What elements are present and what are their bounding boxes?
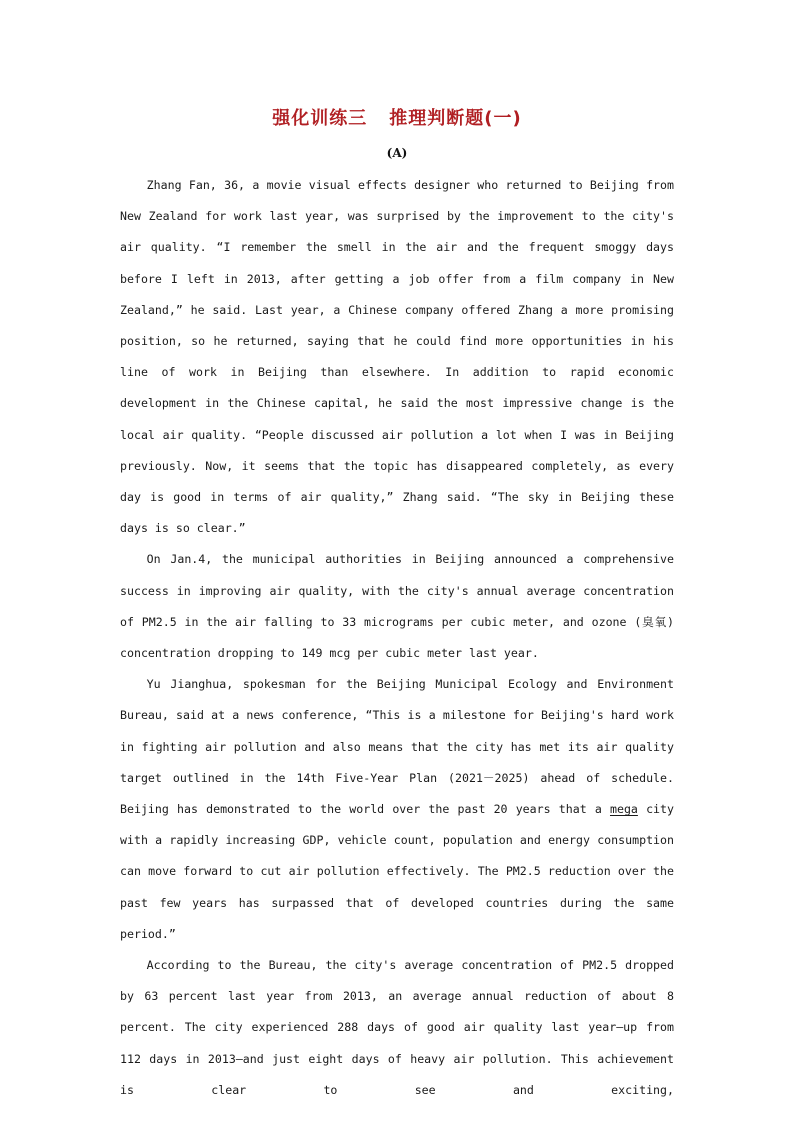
paragraph-1: Zhang Fan, 36, a movie visual effects designer who returned to Beijing from New Zealand for work last year, was surprised by the improvement to the city's air quality. “I remember the smell in the air and the frequent smoggy days before I left in 2013, after getting a job offer from a film company in New Zealand,” he said. Last year, a Chinese company offered Zhang a more promising position, so he returned, saying that he could find more opportunities in his line of work in Beijing than elsewhere. In addition to rapid economic development in the Chinese capital, he said the most impressive change is the local air quality. “People discussed air pollution a lot when I was in Beijing previously. Now, it seems that the topic has disappeared completely, as every day is good in terms of air quality,” Zhang said. “The sky in Beijing these days is so clear.” — [120, 178, 674, 536]
title-part-1: 强化训练三 — [272, 108, 368, 129]
paragraph-3-text-b: city with a rapidly increasing GDP, vehicle count, population and energy consumption can move forward to cut air pollution effectively. The PM2.5 reduction over the past few years has surpassed that of developed countries during the same period.” — [120, 802, 674, 941]
underlined-word: mega — [609, 802, 638, 817]
paragraph-2: On Jan.4, the municipal authorities in Beijing announced a comprehensive success in improving air quality, with the city's annual average concentration of PM2.5 in the air falling to 33 micrograms per cubic meter, and ozone (臭氧) concentration dropping to 149 mcg per cubic meter last year. — [120, 552, 674, 661]
page-title — [0, 104, 794, 130]
paragraph-3-text-a: Yu Jianghua, spokesman for the Beijing Municipal Ecology and Environment Bureau, said at a news conference, “This is a milestone for Beijing's hard work in fighting air pollution and also means that the city has met its air quality target outlined in the 14th Five-Year Plan (2021－2025) ahead of schedule. Beijing has demonstrated to the world over the past 20 years that a — [120, 677, 674, 817]
section-label: (A) — [386, 146, 408, 160]
paragraph-3 — [120, 669, 674, 950]
title-part-2: 推理判断题(一) — [389, 108, 522, 129]
passage-body — [120, 170, 674, 1106]
paragraph-4: According to the Bureau, the city's average concentration of PM2.5 dropped by 63 percent last year from 2013, an average annual reduction of about 8 percent. The city experienced 288 days of good air quality last year—up from 112 days in 2013—and just eight days of heavy air pollution. This achievement is clear to see and exciting, — [120, 958, 674, 1097]
